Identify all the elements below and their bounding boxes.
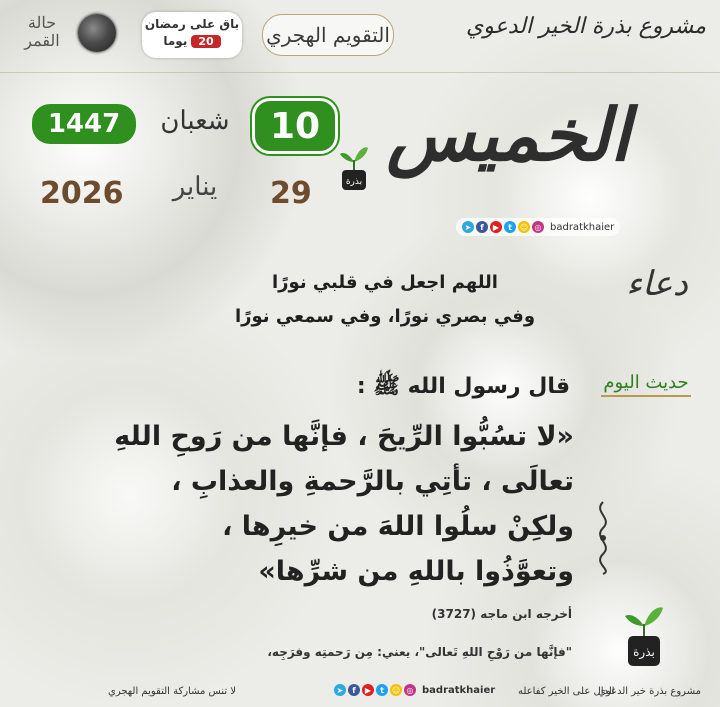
footer-slogan: الدال على الخير كفاعله: [518, 686, 615, 697]
ornament-icon: [588, 500, 618, 576]
dua-line: وفي بصري نورًا، وفي سمعي نورًا: [234, 306, 536, 327]
hadith-label-text: حديث اليوم: [603, 372, 689, 393]
telegram-icon[interactable]: ➤: [462, 221, 474, 233]
youtube-icon[interactable]: ▶: [490, 221, 502, 233]
footer-social-handle[interactable]: badratkhaier: [422, 684, 496, 696]
gregorian-month: يناير: [172, 172, 218, 202]
facebook-icon[interactable]: f: [476, 221, 488, 233]
hadith-source: أخرجه ابن ماجه (3727): [431, 607, 572, 621]
hadith-line: «لا تسُبُّوا الرِّيحَ ، فإنَّها من رَوحِ اللهِ: [114, 421, 574, 452]
instagram-icon[interactable]: ◎: [404, 684, 416, 696]
calendar-title-badge: [262, 14, 394, 56]
seedling-logo-large-icon: [624, 596, 664, 672]
moon-label: حالة القمر: [24, 13, 60, 50]
dua-line: اللهم اجعل في قلبي نورًا: [272, 272, 498, 293]
snapchat-icon[interactable]: ☺: [519, 222, 529, 232]
hadith-line: تعالَى ، تأتِي بالرَّحمةِ والعذابِ ،: [171, 466, 574, 497]
hadith-intro: قال رسول الله ﷺ :: [356, 374, 570, 399]
dua-text: [230, 266, 540, 334]
twitter-icon[interactable]: t: [376, 684, 388, 696]
svg-text:بذرة: بذرة: [345, 177, 363, 187]
hadith-line: ولكِنْ سلُوا اللهَ من خيرِها ،: [222, 511, 574, 542]
svg-text:بذرة: بذرة: [633, 645, 655, 659]
ramadan-days-unit: يوما: [163, 34, 188, 48]
ramadan-label: باق على رمضان: [144, 17, 240, 31]
hijri-year: 1447: [32, 104, 136, 144]
footer-social-bar: [334, 682, 495, 698]
social-bar: [456, 218, 620, 236]
hijri-day: 10: [252, 98, 338, 154]
snapchat-icon[interactable]: ☺: [391, 685, 401, 695]
header-divider: [0, 72, 720, 73]
hadith-text: [46, 414, 574, 594]
calendar-title: التقويم الهجري: [266, 23, 390, 47]
instagram-icon[interactable]: ◎: [532, 221, 544, 233]
twitter-icon[interactable]: t: [504, 221, 516, 233]
ramadan-days-badge: 20: [191, 35, 220, 48]
hadith-label: [588, 372, 704, 397]
moon-phase-icon: [78, 14, 116, 52]
gregorian-year: 2026: [40, 176, 124, 211]
dua-label: دعاء: [626, 264, 688, 304]
youtube-icon[interactable]: ▶: [362, 684, 374, 696]
facebook-icon[interactable]: f: [348, 684, 360, 696]
footer-share-note: لا تنس مشاركة التقويم الهجري: [108, 686, 236, 697]
hadith-note: "فإنَّها من رَوْحِ اللهِ تَعالى"، يعني: مِن رَحمتِه وفرَجِه،: [267, 645, 572, 659]
day-name: الخميس: [386, 92, 630, 177]
telegram-icon[interactable]: ➤: [334, 684, 346, 696]
hadith-line: وتعوَّذُوا باللهِ من شرِّها»: [258, 556, 574, 587]
project-title: مشروع بذرة الخير الدعوي: [466, 14, 706, 39]
gregorian-day: 29: [270, 176, 312, 211]
social-handle[interactable]: badratkhaier: [550, 221, 615, 233]
ramadan-countdown: [142, 12, 242, 58]
seedling-logo-icon: [338, 138, 370, 192]
hijri-month: شعبان: [160, 106, 230, 136]
footer-project: مشروع بذرة خير الدعوي: [598, 686, 701, 697]
